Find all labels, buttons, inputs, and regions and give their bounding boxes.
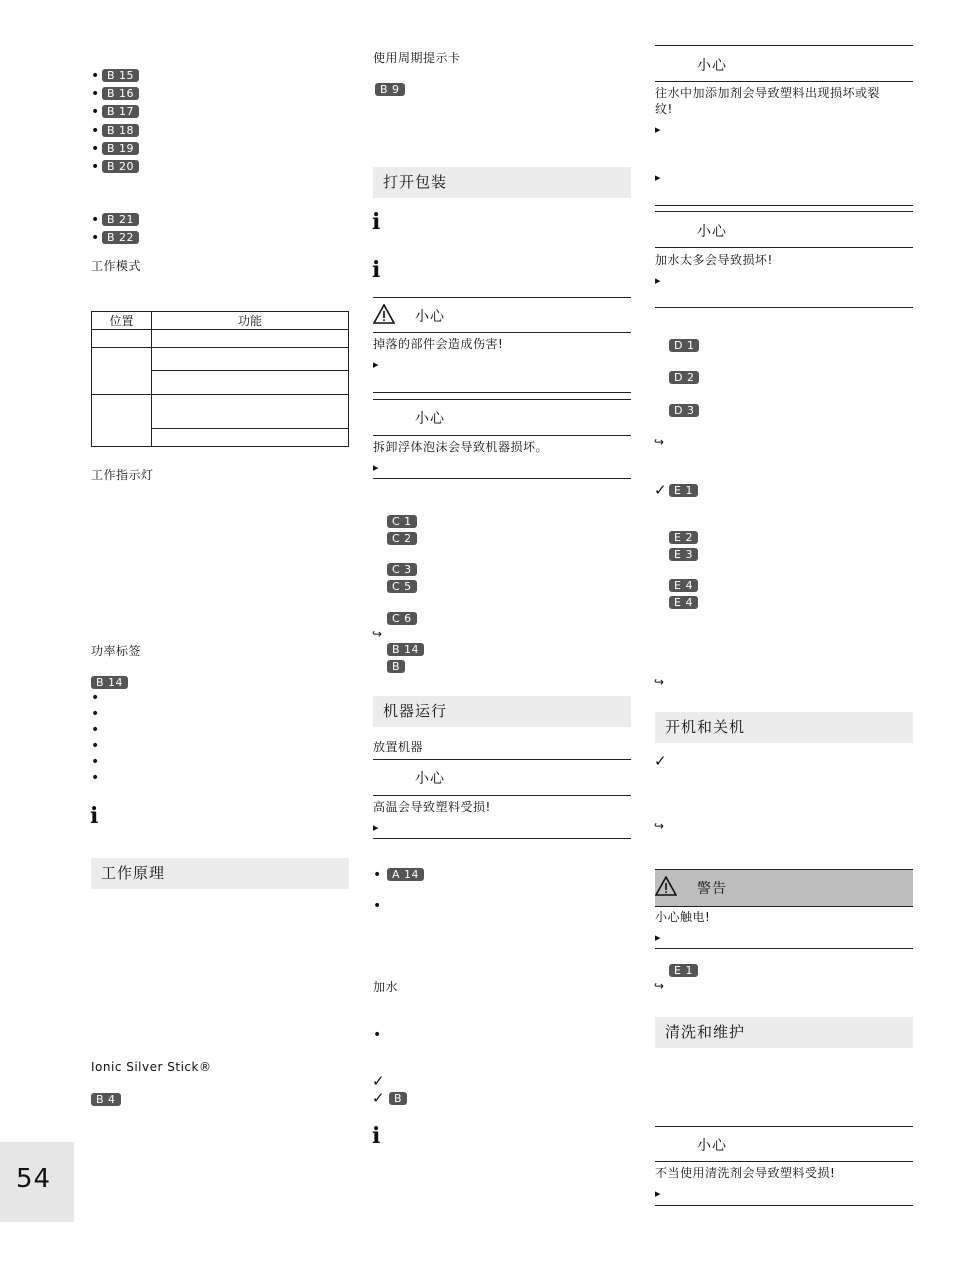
- warning-triangle-icon: [655, 876, 677, 896]
- bullet: •: [91, 230, 100, 246]
- figure-badge: B 18: [102, 124, 139, 137]
- bullet: •: [91, 68, 100, 84]
- figure-badge: E 1: [669, 484, 698, 497]
- figure-badge: E 2: [669, 531, 698, 544]
- bullet: •: [373, 1027, 382, 1043]
- bullet: •: [91, 159, 100, 175]
- bullet: •: [91, 738, 100, 754]
- section-heading-onoff: 开机和关机: [655, 712, 913, 743]
- figure-badge: B 4: [91, 1093, 121, 1106]
- section-heading-clean: 清洗和维护: [655, 1017, 913, 1048]
- figure-badge: D 3: [669, 404, 699, 417]
- section-heading-operation: 机器运行: [373, 696, 631, 727]
- result-arrow-icon: ↪: [654, 675, 665, 689]
- check-icon: ✓: [654, 481, 667, 499]
- water-label: 加水: [373, 980, 399, 994]
- figure-badge: B 9: [375, 83, 405, 96]
- rule: [373, 435, 631, 436]
- rule: [373, 795, 631, 796]
- figure-badge: C 6: [387, 612, 417, 625]
- rule: [655, 247, 913, 248]
- rule: [373, 759, 631, 760]
- figure-badge: E 4: [669, 579, 698, 592]
- result-arrow-icon: ↪: [372, 627, 383, 641]
- caution-title: 小心: [415, 411, 445, 427]
- figure-badge: E 4: [669, 596, 698, 609]
- caution-text: 纹!: [655, 102, 673, 116]
- result-arrow-icon: ↪: [654, 819, 665, 833]
- figure-badge: C 2: [387, 532, 417, 545]
- page-number-box: [0, 1142, 74, 1222]
- arrow-right-icon: ▸: [655, 171, 661, 184]
- bullet: •: [91, 754, 100, 770]
- arrow-right-icon: ▸: [373, 358, 379, 371]
- info-icon: i: [372, 1123, 381, 1149]
- figure-badge: D 1: [669, 339, 699, 352]
- bullet: •: [91, 690, 100, 706]
- warning-title: 警告: [697, 881, 727, 897]
- check-icon: ✓: [372, 1089, 385, 1107]
- bullet: •: [91, 770, 100, 786]
- rule: [373, 478, 631, 479]
- table-cell: [152, 395, 349, 429]
- table-cell: [152, 348, 349, 371]
- figure-badge: B 19: [102, 142, 139, 155]
- figure-badge: C 3: [387, 563, 417, 576]
- table-cell: [152, 371, 349, 395]
- bullet: •: [91, 86, 100, 102]
- info-icon: i: [372, 257, 381, 283]
- table-header-position: 位置: [92, 312, 152, 330]
- bullet: •: [373, 898, 382, 914]
- caution-title: 小心: [697, 224, 727, 240]
- indicator-label: 工作指示灯: [91, 468, 154, 482]
- rule: [655, 1126, 913, 1127]
- caution-text: 往水中加添加剂会导致塑料出现损坏或裂: [655, 86, 881, 100]
- caution-text: 加水太多会导致损坏!: [655, 253, 773, 267]
- table-header-function: 功能: [152, 312, 349, 330]
- rule: [655, 205, 913, 206]
- caution-text: 拆卸浮体泡沫会导致机器损坏。: [373, 440, 549, 454]
- figure-badge: B 16: [102, 87, 139, 100]
- page-number: 54: [16, 1164, 52, 1194]
- bullet: •: [91, 123, 100, 139]
- arrow-right-icon: ▸: [655, 123, 661, 136]
- section-heading-principle: 工作原理: [91, 858, 349, 889]
- figure-badge: B 15: [102, 69, 139, 82]
- table-cell: [92, 330, 152, 348]
- rule: [373, 332, 631, 333]
- figure-badge: B 17: [102, 105, 139, 118]
- check-icon: ✓: [654, 752, 667, 770]
- caution-title: 小心: [697, 1138, 727, 1154]
- caution-text: 不当使用清洗剂会导致塑料受损!: [655, 1166, 836, 1180]
- rule: [655, 1205, 913, 1206]
- arrow-right-icon: ▸: [655, 1187, 661, 1200]
- figure-badge: C 1: [387, 515, 417, 528]
- arrow-right-icon: ▸: [373, 461, 379, 474]
- bullet: •: [91, 212, 100, 228]
- check-icon: ✓: [372, 1072, 385, 1090]
- caution-text: 高温会导致塑料受损!: [373, 800, 491, 814]
- result-arrow-icon: ↪: [654, 435, 665, 449]
- function-table: [91, 311, 349, 447]
- figure-badge: E 1: [669, 964, 698, 977]
- figure-badge: A 14: [387, 868, 424, 881]
- rule: [655, 948, 913, 949]
- warning-text: 小心触电!: [655, 910, 711, 924]
- bullet: •: [91, 104, 100, 120]
- table-cell: [152, 330, 349, 348]
- rule: [655, 211, 913, 212]
- arrow-right-icon: ▸: [373, 821, 379, 834]
- result-arrow-icon: ↪: [654, 979, 665, 993]
- caution-title: 小心: [415, 309, 445, 325]
- info-icon: i: [90, 803, 99, 829]
- figure-badge: C 5: [387, 580, 417, 593]
- place-label: 放置机器: [373, 740, 424, 754]
- section-heading-unpack: 打开包装: [373, 167, 631, 198]
- figure-badge: B: [387, 660, 405, 673]
- info-icon: i: [372, 209, 381, 235]
- warning-triangle-icon: [373, 304, 395, 324]
- warning-band: [655, 869, 913, 907]
- figure-badge: B 14: [91, 676, 128, 689]
- rule: [373, 297, 631, 298]
- figure-badge: B: [389, 1092, 407, 1105]
- figure-badge: B 21: [102, 213, 139, 226]
- rule: [655, 81, 913, 82]
- figure-badge: B 14: [387, 643, 424, 656]
- rule: [655, 1161, 913, 1162]
- reminder-label: 使用周期提示卡: [373, 51, 461, 65]
- rule: [373, 399, 631, 400]
- caution-title: 小心: [697, 58, 727, 74]
- arrow-right-icon: ▸: [655, 931, 661, 944]
- bullet: •: [91, 706, 100, 722]
- rule: [655, 45, 913, 46]
- ionic-label: Ionic Silver Stick®: [91, 1060, 212, 1074]
- mode-label: 工作模式: [91, 259, 142, 273]
- arrow-right-icon: ▸: [655, 274, 661, 287]
- bullet: •: [91, 722, 100, 738]
- caution-text: 掉落的部件会造成伤害!: [373, 337, 504, 351]
- table-cell: [92, 348, 152, 395]
- figure-badge: B 22: [102, 231, 139, 244]
- power-label: 功率标签: [91, 644, 142, 658]
- rule: [373, 392, 631, 393]
- table-cell: [152, 429, 349, 447]
- bullet: •: [373, 867, 382, 883]
- rule: [655, 307, 913, 308]
- caution-title: 小心: [415, 771, 445, 787]
- figure-badge: B 20: [102, 160, 139, 173]
- rule: [373, 838, 631, 839]
- figure-badge: E 3: [669, 548, 698, 561]
- figure-badge: D 2: [669, 371, 699, 384]
- bullet: •: [91, 141, 100, 157]
- table-cell: [92, 395, 152, 447]
